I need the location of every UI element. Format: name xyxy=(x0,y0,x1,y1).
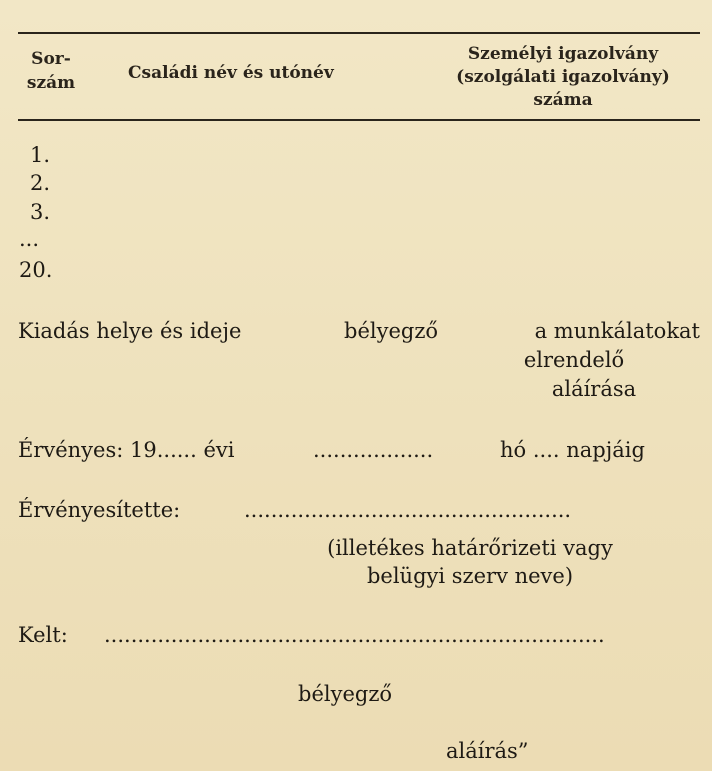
header-id-line1: Személyi igazolvány xyxy=(467,44,659,64)
row-number: 1. xyxy=(30,143,51,167)
header-name: Családi név és utónév xyxy=(128,63,334,83)
footer-signature-label: aláírás” xyxy=(446,739,529,763)
header-serial-line1: Sor- xyxy=(31,49,71,69)
issue-place-date-label: Kiadás helye és ideje xyxy=(18,319,242,343)
row-number: 2. xyxy=(30,171,51,195)
header-id-line2: (szolgálati igazolvány) xyxy=(456,67,670,87)
footer-stamp-label: bélyegző xyxy=(298,682,393,706)
table-top-rule xyxy=(18,32,700,34)
validity-label: Érvényes: 19...... évi xyxy=(18,438,235,462)
validity-dots: .................. xyxy=(313,438,434,462)
header-id-line3: száma xyxy=(533,90,593,110)
row-ellipsis: ... xyxy=(19,227,40,251)
table-bottom-rule xyxy=(18,119,700,121)
dated-label: Kelt: xyxy=(18,623,68,647)
dated-dots: ........................................................................... xyxy=(104,623,605,647)
validated-note-line1: (illetékes határőrizeti vagy xyxy=(327,536,613,560)
row-number: 3. xyxy=(30,200,51,224)
validated-note-line2: belügyi szerv neve) xyxy=(366,564,574,588)
issue-stamp-label: bélyegző xyxy=(344,319,439,343)
issue-signature-line3: aláírása xyxy=(551,377,637,401)
issue-signature-line2: elrendelő xyxy=(523,348,625,372)
header-serial-line2: szám xyxy=(26,73,76,93)
row-number: 20. xyxy=(19,258,53,282)
validity-month-day: hó .... napjáig xyxy=(500,438,645,462)
validated-dots: ................................................. xyxy=(244,498,572,522)
issue-signature-line1: a munkálatokat xyxy=(534,319,700,343)
validated-label: Érvényesítette: xyxy=(18,498,181,522)
